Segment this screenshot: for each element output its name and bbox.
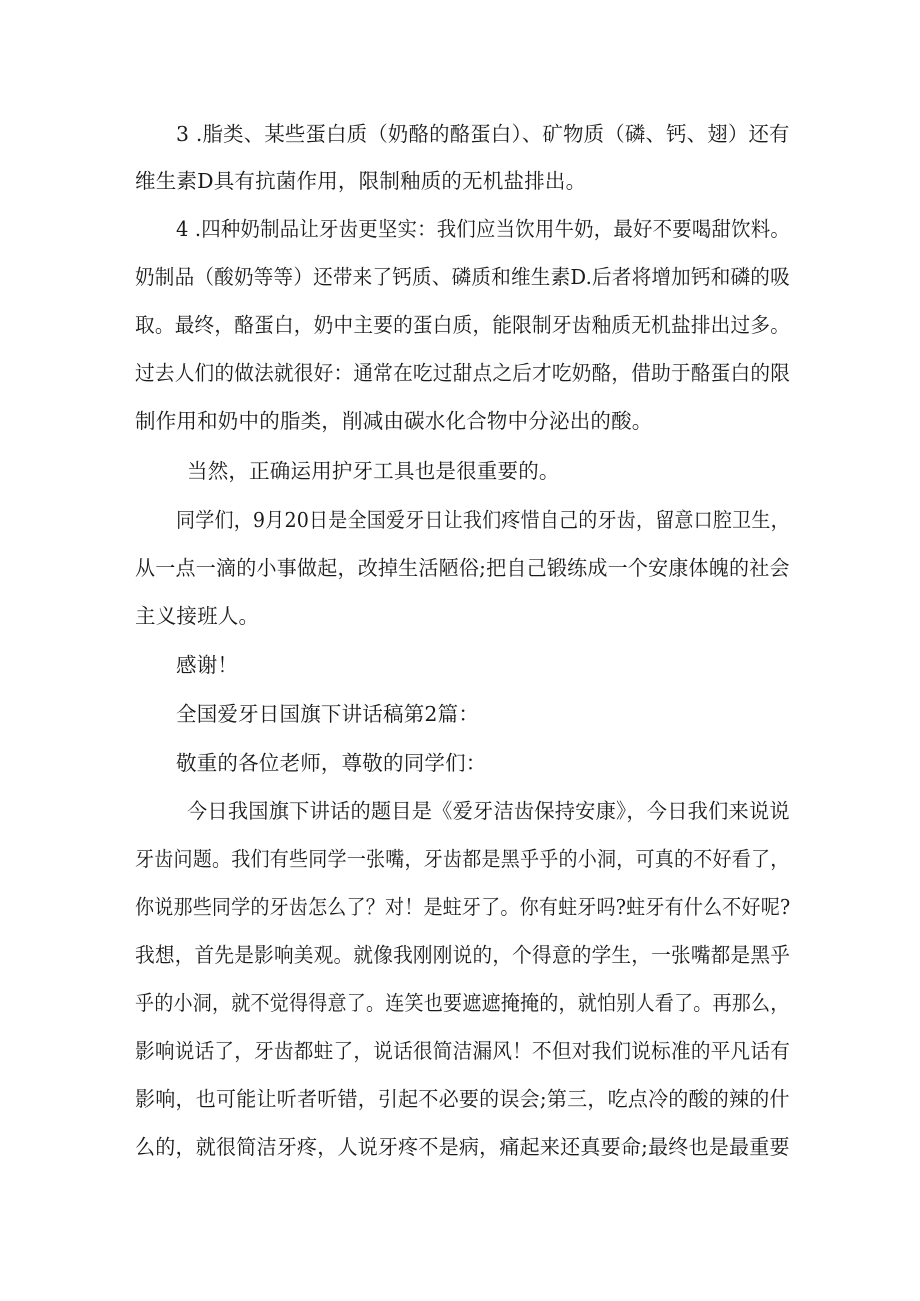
text-line: 你说那些同学的牙齿怎么了？对！是蛀牙了。你有蛀牙吗?蛀牙有什么不好呢?	[135, 895, 791, 919]
text-line: 同学们，9月20日是全国爱牙日让我们疼惜自己的牙齿，留意口腔卫生，	[176, 508, 790, 532]
text-line: 么的，就很简洁牙疼，人说牙疼不是病，痛起来还真要命;最终也是最重要	[135, 1135, 790, 1159]
text-line: 影响，也可能让听者听错，引起不必要的误会;第三，吃点冷的酸的辣的什	[135, 1087, 790, 1111]
text-line: 乎的小洞，就不觉得得意了。连笑也要遮遮掩掩的，就怕别人看了。再那么，	[135, 991, 790, 1015]
text-line: 我想，首先是影响美观。就像我刚刚说的，个得意的学生，一张嘴都是黑乎	[135, 943, 791, 967]
text-line: 制作用和奶中的脂类，削减由碳水化合物中分泌出的酸。	[135, 409, 653, 433]
text-line: 从一点一滴的小事做起，改掉生活陋俗;把自己锻练成一个安康体魄的社会	[135, 556, 790, 580]
text-line: 过去人们的做法就很好：通常在吃过甜点之后才吃奶酪，借助于酪蛋白的限	[135, 361, 791, 385]
text-line: 3 .脂类、某些蛋白质（奶酪的酪蛋白）、矿物质（磷、钙、翅）还有	[176, 122, 790, 146]
text-line: 当然，正确运用护牙工具也是很重要的。	[187, 459, 560, 483]
text-line: 牙齿问题。我们有些同学一张嘴，牙齿都是黑乎乎的小洞，可真的不好看了，	[135, 847, 790, 871]
text-line: 影响说话了，牙齿都蛀了，说话很简洁漏风！不但对我们说标准的平凡话有	[135, 1039, 791, 1063]
text-line: 敬重的各位老师，尊敬的同学们：	[176, 751, 487, 775]
text-line: 4 .四种奶制品让牙齿更坚实：我们应当饮用牛奶，最好不要喝甜饮料。	[176, 217, 791, 241]
text-line: 感谢！	[176, 653, 239, 677]
text-line: 主义接班人。	[135, 604, 260, 628]
text-line: 奶制品（酸奶等等）还带来了钙质、磷质和维生素D.后者将增加钙和磷的吸	[135, 265, 790, 289]
text-line: 维生素D具有抗菌作用，限制釉质的无机盐排出。	[135, 169, 587, 193]
text-line: 今日我国旗下讲话的题目是《爱牙洁齿保持安康》，今日我们来说说	[187, 799, 790, 823]
text-line: 取。最终，酪蛋白，奶中主要的蛋白质，能限制牙齿釉质无机盐排出过多。	[135, 313, 791, 337]
text-line: 全国爱牙日国旗下讲话稿第2篇：	[176, 702, 480, 726]
